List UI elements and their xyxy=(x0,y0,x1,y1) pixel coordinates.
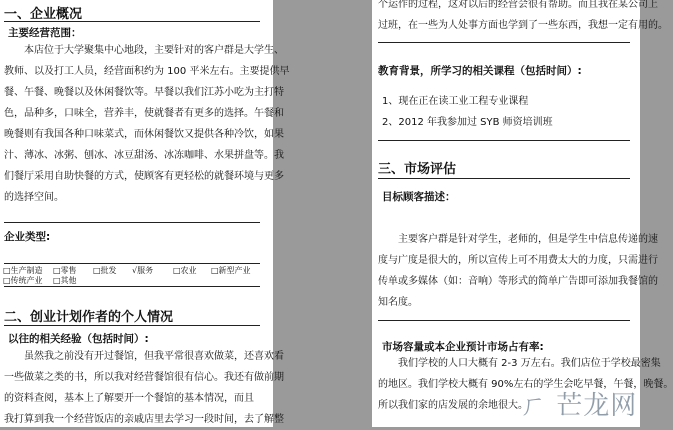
divider xyxy=(378,140,630,141)
section-3-title: 三、市场评估 xyxy=(378,162,457,177)
enterprise-type-option: √服务 xyxy=(132,266,154,275)
divider xyxy=(4,325,260,326)
education-heading: 教育背景，所学习的相关课程（包括时间）: xyxy=(378,65,582,77)
text-line: 知名度。 xyxy=(378,297,418,308)
market-capacity-heading: 市场容量或本企业预计市场占有率: xyxy=(382,341,544,353)
text-line: 的地区。我们学校大概有 90%左右的学生会吃早餐，午餐，晚餐。 xyxy=(378,379,673,390)
divider xyxy=(4,21,260,22)
text-line: 我打算到我一个经营饭店的亲戚店里去学习一段时间，去了解整 xyxy=(4,414,284,425)
enterprise-type-option: □新型产业 xyxy=(211,266,251,275)
text-line: 一些做菜之类的书，所以我对经营餐馆很有信心。我还有做前期 xyxy=(4,372,284,383)
text-line: 虽然我之前没有开过餐馆，但我平常很喜欢做菜，还喜欢看 xyxy=(24,351,284,362)
text-line: 我们学校的人口大概有 2-3 万左右。我们店位于学校最密集 xyxy=(398,358,661,369)
experience-heading: 以往的相关经验（包括时间）: xyxy=(8,333,149,345)
enterprise-type-option: □批发 xyxy=(93,266,117,275)
enterprise-type-option: □生产制造 xyxy=(3,266,43,275)
divider xyxy=(4,222,260,223)
text-line: 的选择空间。 xyxy=(4,192,64,203)
divider xyxy=(378,42,630,43)
text-line: 本店位于大学聚集中心地段，主要针对的客户群是大学生、 xyxy=(24,45,284,56)
right-page xyxy=(372,0,673,427)
text-line: 汁、薄冰、冰粥、刨冰、冰豆甜汤、冰冻咖啡、水果拼盘等。我 xyxy=(4,150,284,161)
target-customer-paragraph xyxy=(378,229,658,313)
education-item-2: 2、2012 年我参加过 SYB 师资培训班 xyxy=(382,117,553,128)
enterprise-type-option: □农业 xyxy=(173,266,197,275)
section-2-title: 二、创业计划作者的个人情况 xyxy=(4,310,174,325)
text-line: 晚餐则有我国各种口味菜式，而休闲餐饮又提供各种冷饮，如果 xyxy=(4,129,284,140)
text-line: 教师、以及打工人员，经营面积约为 100 平米左右。主要提供早 xyxy=(4,66,290,77)
experience-continued-paragraph xyxy=(378,0,668,36)
text-line: 度与广度是很大的，所以宣传上可不用费太大的力度，只需进行 xyxy=(378,255,658,266)
text-line: 的资料查阅，基本上了解要开一个餐馆的基本情况，而且 xyxy=(4,393,254,404)
text-line: 所以我们家的店发展的余地很大。 xyxy=(378,400,528,411)
experience-paragraph xyxy=(4,346,284,430)
business-scope-paragraph xyxy=(4,40,290,208)
enterprise-type-option: □零售 xyxy=(53,266,77,275)
text-line: 色，品种多，口味全，营养丰，使就餐者有更多的选择。午餐和 xyxy=(4,108,284,119)
education-item-1: 1、现在正在读工业工程专业课程 xyxy=(382,96,529,107)
text-line: 们餐厅采用自助快餐的方式，使顾客有更轻松的就餐环境与更多 xyxy=(4,171,284,182)
text-line: 餐、午餐、晚餐以及休闲餐饮等。早餐以我们江苏小吃为主打特 xyxy=(4,87,284,98)
text-line: 传单或多媒体（如：音响）等形式的简单广告即可添加我餐馆的 xyxy=(378,276,658,287)
text-line: 个运作的过程，这对以后的经营会很有帮助。而且我在某公司上 xyxy=(378,0,658,10)
left-page xyxy=(0,0,290,427)
business-scope-heading: 主要经营范围： xyxy=(8,27,82,39)
text-line: 过班，在一些为人处事方面也学到了一些东西，我想一定有用的。 xyxy=(378,20,668,31)
enterprise-type-heading: 企业类型: xyxy=(4,231,51,243)
divider xyxy=(4,263,260,264)
divider xyxy=(4,286,260,287)
divider xyxy=(378,178,630,179)
text-line: 主要客户群是针对学生，老师的，但是学生中信息传递的速 xyxy=(398,234,658,245)
divider xyxy=(378,320,630,321)
section-1-title: 一、企业概况 xyxy=(4,7,83,22)
enterprise-type-option: □传统产业 xyxy=(3,276,43,285)
watermark-logo: ㄏ 芒龙网 xyxy=(520,391,638,421)
target-customer-heading: 目标顾客描述： xyxy=(382,191,456,203)
enterprise-type-option: □其他 xyxy=(53,276,77,285)
